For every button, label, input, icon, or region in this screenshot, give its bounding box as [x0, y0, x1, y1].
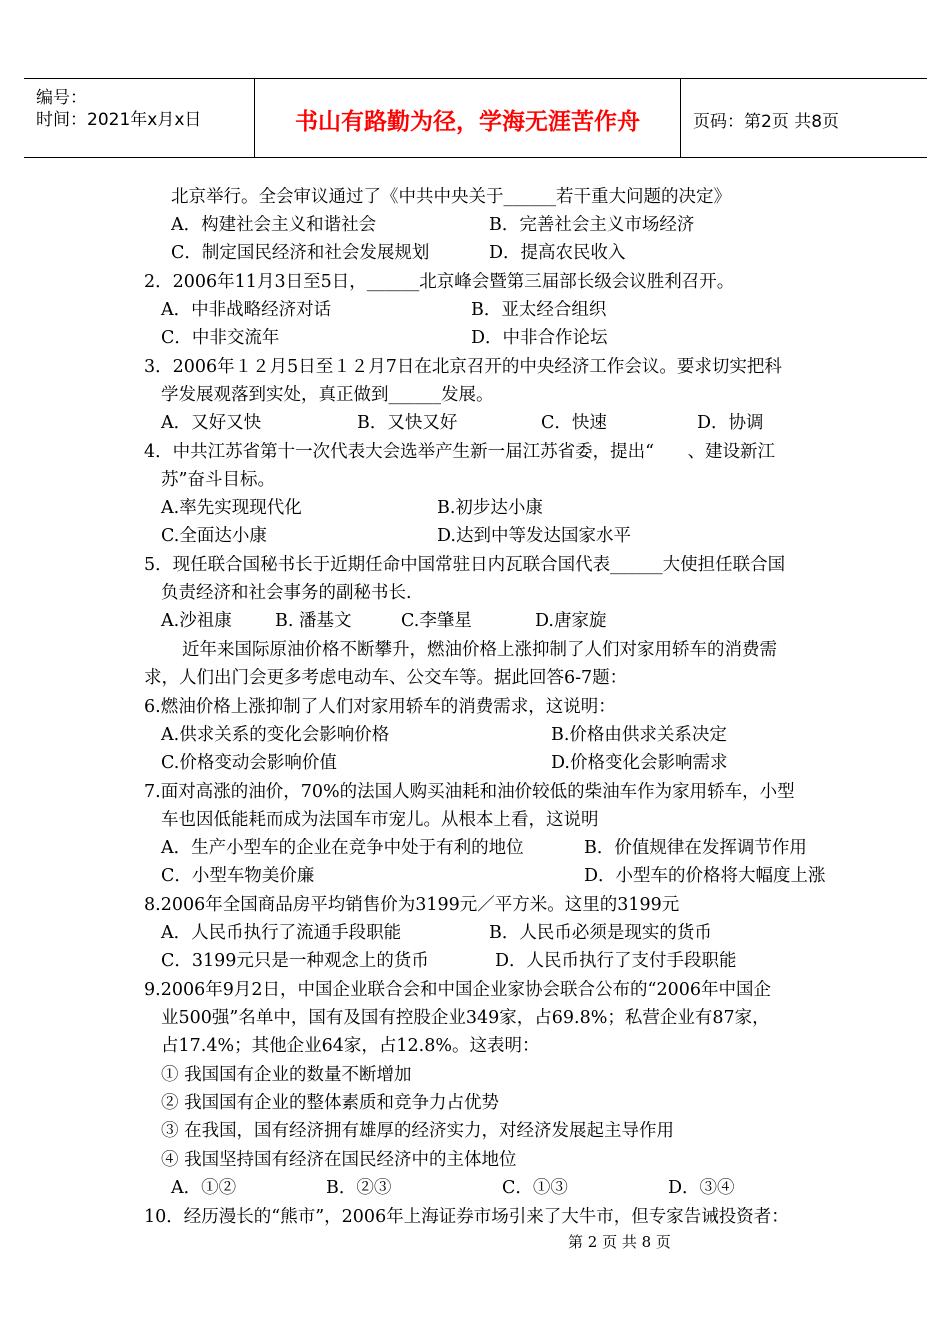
- option-d: D．提高农民收入: [489, 243, 626, 263]
- header-page-label: 页码：第2页 共8页: [693, 112, 840, 132]
- option-b: B．亚太经合组织: [471, 300, 607, 320]
- question-8: 8.2006年全国商品房平均销售价为3199元／平方米。这里的3199元: [144, 895, 680, 915]
- statement-3: ③ 在我国，国有经济拥有雄厚的经济实力，对经济发展起主导作用: [161, 1121, 675, 1141]
- option-a: A.率先实现现代化: [161, 498, 302, 518]
- option-b: B．完善社会主义市场经济: [489, 215, 695, 235]
- question-6: 6.燃油价格上涨抑制了人们对家用轿车的消费需求，这说明：: [144, 697, 616, 717]
- question-2: 2．2006年11月3日至5日，______北京峰会暨第三届部长级会议胜利召开。: [144, 272, 735, 292]
- option-d: D.价格变化会影响需求: [551, 753, 728, 773]
- option-d: D．小型车的价格将大幅度上涨: [584, 866, 826, 886]
- option-a: A．生产小型车的企业在竞争中处于有利的地位: [161, 838, 524, 858]
- text-line: 负责经济和社会事务的副秘书长.: [161, 583, 412, 603]
- option-b: B．人民币必须是现实的货币: [489, 923, 712, 943]
- option-a: A．又好又快: [161, 413, 262, 433]
- text-line: 北京举行。全会审议通过了《中共中央关于______若干重大问题的决定》: [171, 187, 731, 207]
- option-d: D.唐家旋: [535, 611, 607, 631]
- text-line: 占17.4%；其他企业64家，占12.8%。这表明：: [161, 1036, 540, 1056]
- option-d: D．③④: [668, 1178, 735, 1198]
- header-motto: 书山有路勤为径，学海无涯苦作舟: [295, 109, 640, 135]
- question-10: 10．经历漫长的“熊市”，2006年上海证券市场引来了大牛市，但专家告诫投资者：: [144, 1207, 789, 1227]
- option-a: A.供求关系的变化会影响价格: [161, 725, 390, 745]
- text-line: 业500强”名单中，国有及国有控股企业349家，占69.8%；私营企业有87家，: [161, 1008, 770, 1028]
- statement-1: ① 我国国有企业的数量不断增加: [161, 1065, 412, 1085]
- text-line: 车也因低能耗而成为法国车市宠儿。从根本上看，这说明: [161, 810, 599, 830]
- option-c: C．①③: [502, 1178, 568, 1198]
- option-b: B. 潘基文: [275, 611, 352, 631]
- document-number-label: 编号：: [36, 88, 87, 108]
- question-4: 4．中共江苏省第十一次代表大会选举产生新一届江苏省委，提出“ 、建设新江: [144, 442, 775, 462]
- option-a: A．构建社会主义和谐社会: [171, 215, 377, 235]
- option-a: A．①②: [171, 1178, 237, 1198]
- option-b: B．价值规律在发挥调节作用: [584, 838, 807, 858]
- option-a: A．人民币执行了流通手段职能: [161, 923, 402, 943]
- page-footer: 第 2 页 共 8 页: [568, 1233, 671, 1251]
- document-time-label: 时间：2021年x月x日: [36, 110, 202, 130]
- option-c: C．中非交流年: [161, 328, 280, 348]
- option-c: C．制定国民经济和社会发展规划: [171, 243, 430, 263]
- option-c: C．快速: [541, 413, 607, 433]
- option-c: C.李肇星: [401, 611, 472, 631]
- option-c: C.价格变动会影响价值: [161, 753, 337, 773]
- option-a: A．中非战略经济对话: [161, 300, 332, 320]
- passage-line: 求，人们出门会更多考虑电动车、公交车等。据此回答6-7题：: [144, 668, 628, 688]
- text-line: 学发展观落到实处，真正做到______发展。: [161, 385, 494, 405]
- statement-4: ④ 我国坚持国有经济在国民经济中的主体地位: [161, 1150, 517, 1170]
- question-7: 7.面对高涨的油价，70%的法国人购买油耗和油价较低的柴油车作为家用轿车，小型: [144, 782, 795, 802]
- option-d: D．中非合作论坛: [471, 328, 608, 348]
- option-b: B.价格由供求关系决定: [551, 725, 727, 745]
- option-b: B.初步达小康: [437, 498, 543, 518]
- option-c: C.全面达小康: [161, 526, 267, 546]
- option-d: D．人民币执行了支付手段职能: [495, 951, 737, 971]
- question-3: 3．2006年１２月5日至１２月7日在北京召开的中央经济工作会议。要求切实把科: [144, 357, 782, 377]
- statement-2: ② 我国国有企业的整体素质和竞争力占优势: [161, 1093, 500, 1113]
- question-9: 9.2006年9月2日，中国企业联合会和中国企业家协会联合公布的“2006年中国企: [144, 980, 771, 1000]
- option-c: C．小型车物美价廉: [161, 866, 315, 886]
- passage-line: 近年来国际原油价格不断攀升，燃油价格上涨抑制了人们对家用轿车的消费需: [182, 640, 777, 660]
- text-line: 苏”奋斗目标。: [161, 470, 275, 490]
- question-5: 5．现任联合国秘书长于近期任命中国常驻日内瓦联合国代表______大使担任联合国: [144, 555, 786, 575]
- option-b: B．又快又好: [357, 413, 458, 433]
- option-a: A.沙祖康: [161, 611, 232, 631]
- option-c: C．3199元只是一种观念上的货币: [161, 951, 429, 971]
- option-d: D．协调: [697, 413, 764, 433]
- option-b: B．②③: [326, 1178, 392, 1198]
- option-d: D.达到中等发达国家水平: [437, 526, 631, 546]
